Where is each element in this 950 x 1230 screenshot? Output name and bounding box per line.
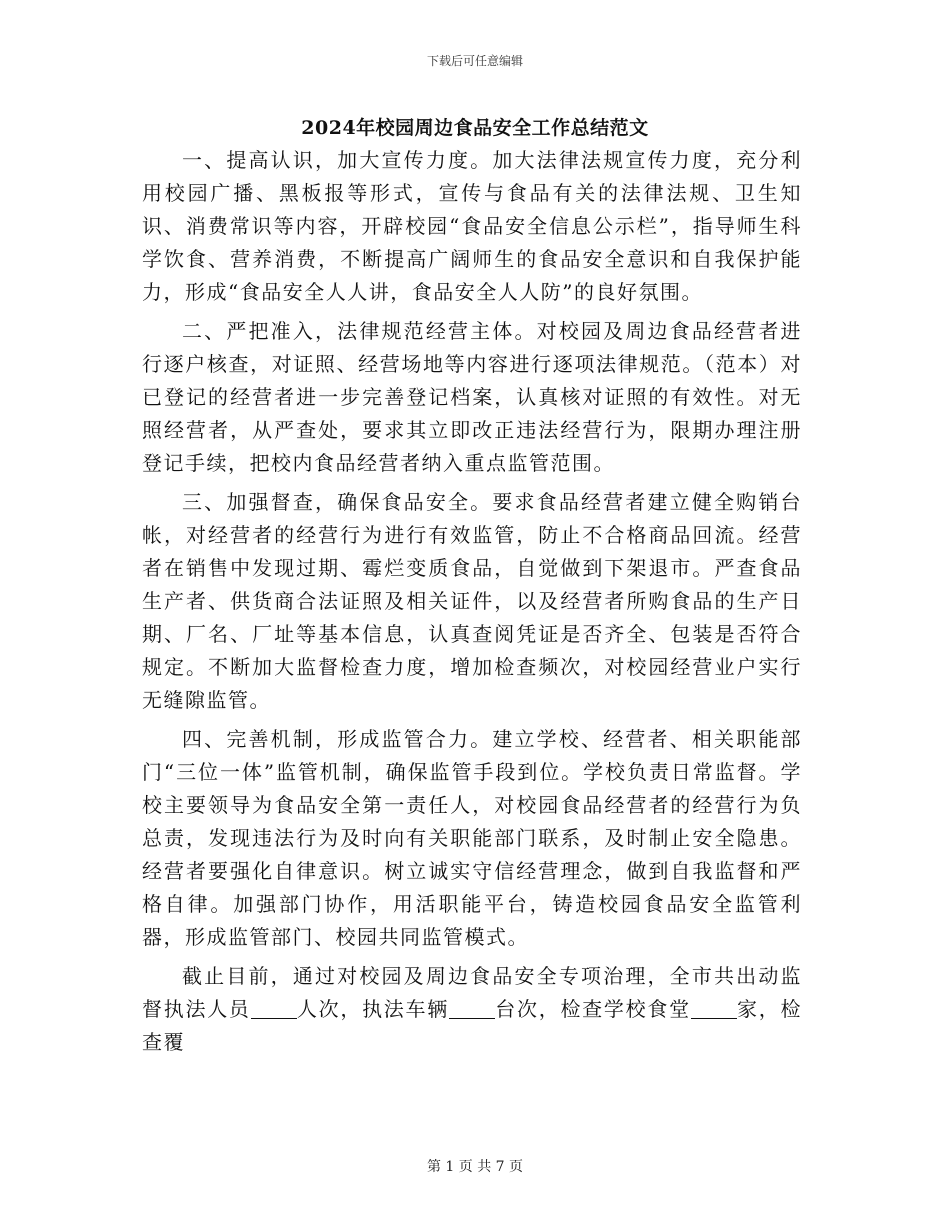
fill-in-blank <box>251 998 297 1019</box>
fill-in-blank <box>449 998 495 1019</box>
document-body <box>142 144 802 1059</box>
page-number: 第 1 页 共 7 页 <box>426 1159 524 1175</box>
summary-paragraph <box>142 960 802 1059</box>
paragraph-4: 四、完善机制，形成监管合力。建立学校、经营者、相关职能部门“三位一体”监管机制，确保监管手段到位。学校负责日常监督。学校主要领导为食品安全第一责任人，对校园食品经营者的经营行为负总责，发现违法行为及时向有关职能部门联系，及时制止安全隐患。经营者要强化自律意识。树立诚实守信经营理念，做到自我监督和严格自律。加强部门协作，用活职能平台，铸造校园食品安全监管利器，形成监管部门、校园共同监管模式。 <box>142 727 802 949</box>
header-note: 下载后可任意编辑 <box>426 54 523 68</box>
paragraph-3: 三、加强督查，确保食品安全。要求食品经营者建立健全购销台帐，对经营者的经营行为进行有效监管，防止不合格商品回流。经营者在销售中发现过期、霉烂变质食品，自觉做到下架退市。严查食品生产者、供货商合法证照及相关证件，以及经营者所购食品的生产日期、厂名、厂址等基本信息，认真查阅凭证是否齐全、包装是否符合规定。不断加大监督检查力度，增加检查频次，对校园经营业户实行无缝隙监管。 <box>142 490 802 712</box>
paragraph-1: 一、提高认识，加大宣传力度。加大法律法规宣传力度，充分利用校园广播、黑板报等形式，宣传与食品有关的法律法规、卫生知识、消费常识等内容，开辟校园“食品安全信息公示栏”，指导师生科学饮食、营养消费，不断提高广阔师生的食品安全意识和自我保护能力，形成“食品安全人人讲，食品安全人人防”的良好氛围。 <box>142 148 802 304</box>
summary-text-4: 家，检查覆 <box>142 997 803 1054</box>
summary-text-3: 台次，检查学校食堂 <box>495 997 691 1021</box>
summary-text-1: 截止目前，通过对校园及周边食品安全专项治理，全市共出动监督执法人员 <box>142 964 802 1021</box>
paragraph-2: 二、严把准入，法律规范经营主体。对校园及周边食品经营者进行逐户核查，对证照、经营场地等内容进行逐项法律规范。（范本）对已登记的经营者进一步完善登记档案，认真核对证照的有效性。对无照经营者，从严查处，要求其立即改正违法经营行为，限期办理注册登记手续，把校内食品经营者纳入重点监管范围。 <box>142 319 802 475</box>
summary-text-2: 人次，执法车辆 <box>296 997 450 1021</box>
fill-in-blank <box>691 998 737 1019</box>
document-title: 2024年校园周边食品安全工作总结范文 <box>301 117 649 139</box>
